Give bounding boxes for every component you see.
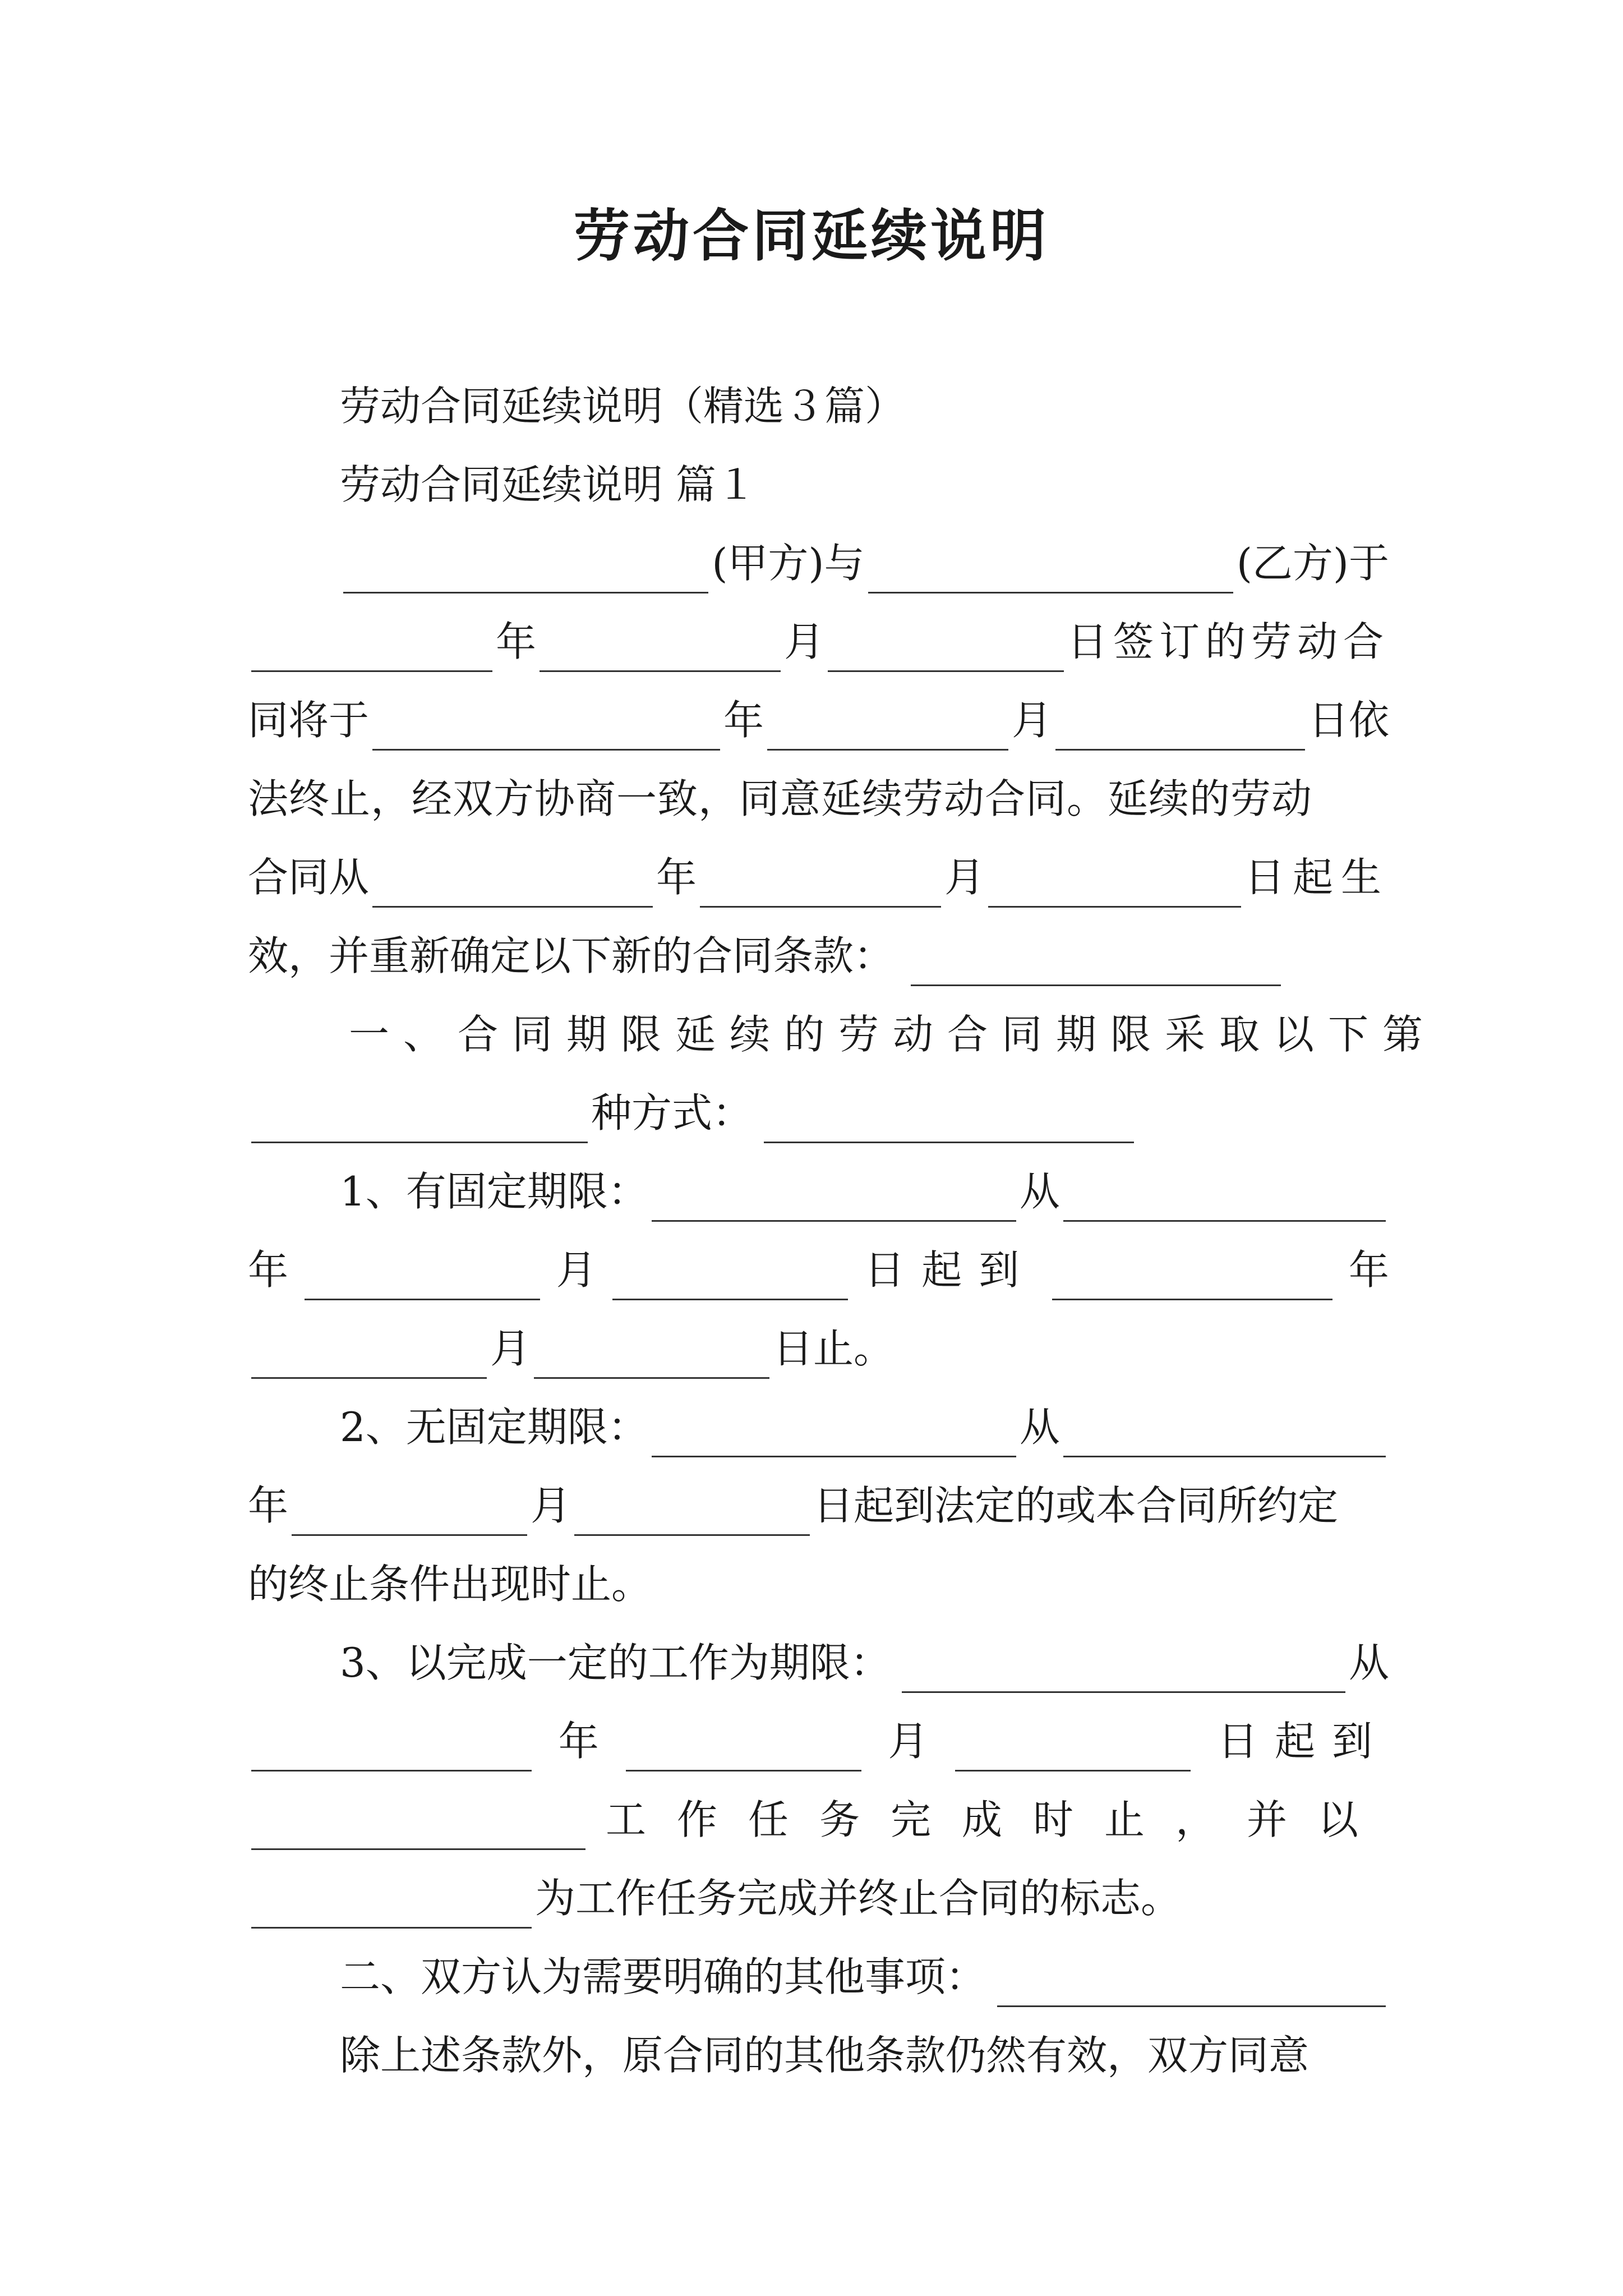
terminate-text: 法终止，经双方协商一致，同意延续劳动合同。延续的劳动 (248, 775, 1313, 822)
i3-line-3 (248, 1784, 1389, 1862)
blank-field[interactable] (1063, 1220, 1386, 1222)
from-text: 从 (1019, 1404, 1060, 1451)
blank-field[interactable] (372, 906, 653, 908)
section-two-heading: 二、双方认为需要明确的其他事项： (340, 1953, 986, 2000)
i3-line-1 (248, 1627, 1389, 1705)
blank-field[interactable] (626, 1770, 861, 1772)
blank-field[interactable] (251, 1377, 487, 1379)
subtitle-line (248, 370, 1389, 449)
s1-line-2 (248, 1077, 1389, 1156)
blank-field[interactable] (911, 984, 1281, 986)
blank-field[interactable] (1055, 749, 1305, 751)
blank-field[interactable] (574, 1534, 810, 1536)
closing-text: 除上述条款外，原合同的其他条款仍然有效，双方同意 (340, 2032, 1310, 2079)
blank-field[interactable] (764, 1142, 1134, 1143)
month-label: 月 (531, 1482, 571, 1529)
contract-until-text: 同将于 (248, 697, 370, 744)
year-label: 年 (723, 697, 764, 744)
tail-text: 日起到法定的或本合同所约定 (813, 1482, 1339, 1529)
new-terms-text: 效，并重新确定以下新的合同条款： (248, 932, 895, 979)
task-text: 工作任务完成时止，并以 (605, 1796, 1389, 1843)
blank-field[interactable] (1063, 1456, 1386, 1457)
party-b-label: (乙方)于 (1236, 540, 1389, 587)
blank-field[interactable] (292, 1534, 527, 1536)
year-label: 年 (656, 854, 697, 901)
year-label: 年 (1348, 1246, 1389, 1294)
signed-text: 日签订的劳动合 (1067, 618, 1389, 665)
blank-field[interactable] (251, 1848, 585, 1850)
to-text: 日起到 (864, 1246, 1036, 1294)
month-label: 月 (888, 1718, 929, 1765)
blank-field[interactable] (988, 906, 1241, 908)
blank-field[interactable] (955, 1770, 1191, 1772)
year-label: 年 (558, 1718, 599, 1765)
heading-line (248, 449, 1389, 527)
blank-field[interactable] (251, 670, 492, 672)
blank-field[interactable] (305, 1299, 540, 1300)
blank-field[interactable] (251, 1142, 588, 1143)
open-term-label: 2、无固定期限： (340, 1404, 648, 1451)
i3-line-2 (248, 1705, 1389, 1784)
p1-line-2 (248, 606, 1389, 684)
blank-field[interactable] (534, 1377, 769, 1379)
blank-field[interactable] (767, 749, 1008, 751)
year-label: 年 (248, 1246, 289, 1294)
blank-field[interactable] (868, 592, 1233, 593)
year-label: 年 (248, 1482, 289, 1529)
day-text: 日依 (1308, 697, 1389, 744)
section-heading: 劳动合同延续说明 篇１ (340, 461, 757, 508)
p1-line-1 (248, 527, 1389, 606)
month-label: 月 (784, 618, 825, 665)
mark-text: 为工作任务完成并终止合同的标志。 (535, 1875, 1182, 1922)
p1-line-3 (248, 684, 1389, 763)
from-text: 从 (1019, 1168, 1060, 1215)
tail-text-2: 的终止条件出现时止。 (248, 1561, 652, 1608)
blank-field[interactable] (700, 906, 941, 908)
blank-field[interactable] (1052, 1299, 1332, 1300)
blank-field[interactable] (828, 670, 1064, 672)
from-text: 合同从 (248, 854, 370, 901)
i2-line-3 (248, 1548, 1389, 1627)
blank-field[interactable] (652, 1456, 1016, 1457)
mode-text: 种方式： (591, 1089, 753, 1137)
i2-line-1 (248, 1391, 1389, 1470)
from-text: 从 (1348, 1639, 1389, 1686)
blank-field[interactable] (343, 592, 708, 593)
i2-line-2 (248, 1470, 1389, 1548)
i1-line-3 (248, 1313, 1389, 1391)
month-label: 月 (490, 1325, 531, 1372)
party-a-label: (甲方)与 (712, 540, 865, 587)
end-text: 日止。 (773, 1325, 895, 1372)
effective-text: 日起生 (1244, 854, 1389, 901)
blank-field[interactable] (652, 1220, 1016, 1222)
s2-line-2 (248, 2019, 1389, 2098)
blank-field[interactable] (251, 1770, 532, 1772)
fixed-term-label: 1、有固定期限： (340, 1168, 648, 1215)
i3-line-4 (248, 1862, 1389, 1941)
p1-line-4 (248, 763, 1389, 841)
p1-line-5 (248, 841, 1389, 920)
subtitle: 劳动合同延续说明（精选３篇） (340, 383, 906, 430)
section-one-heading: 一、合同期限延续的劳动合同期限采取以下第 (349, 1011, 1437, 1058)
month-label: 月 (1012, 697, 1053, 744)
month-label: 月 (944, 854, 985, 901)
i1-line-1 (248, 1156, 1389, 1234)
blank-field[interactable] (997, 2005, 1386, 2007)
s1-line-1 (248, 999, 1437, 1077)
task-term-label: 3、以完成一定的工作为期限： (340, 1639, 891, 1686)
p1-line-6 (248, 920, 1389, 999)
year-label: 年 (496, 618, 537, 665)
blank-field[interactable] (540, 670, 781, 672)
to-text: 日起到 (1217, 1718, 1389, 1765)
blank-field[interactable] (372, 749, 720, 751)
blank-field[interactable] (612, 1299, 848, 1300)
blank-field[interactable] (902, 1691, 1345, 1693)
document-title: 劳动合同延续说明 (574, 203, 1049, 269)
i1-line-2 (248, 1234, 1389, 1313)
s2-line-1 (248, 1941, 1389, 2019)
month-label: 月 (556, 1246, 597, 1294)
blank-field[interactable] (251, 1927, 532, 1929)
